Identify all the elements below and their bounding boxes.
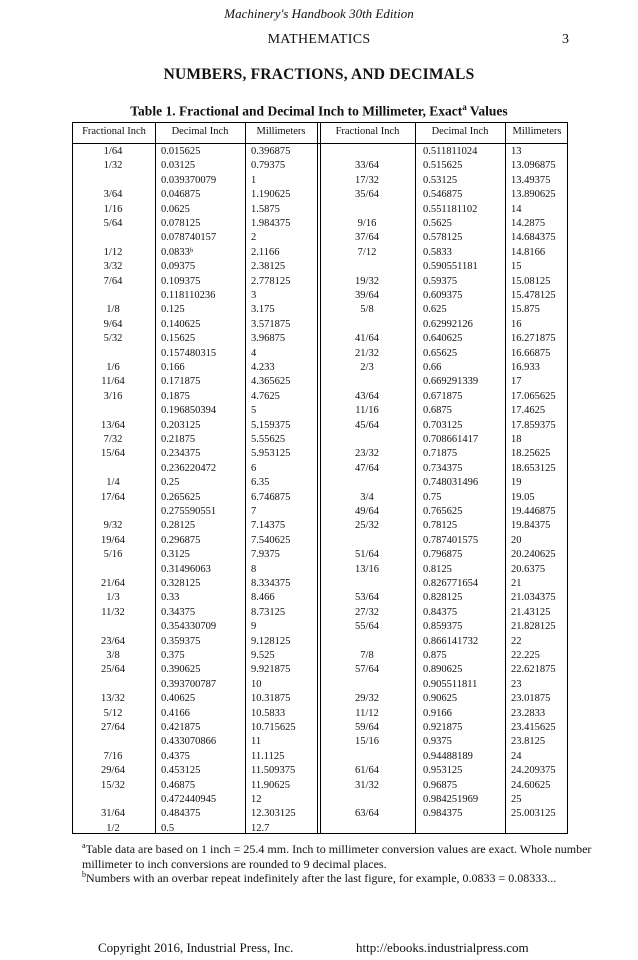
cell-fractional-inch: 17/64 (101, 491, 125, 503)
cell-millimeters: 11.1125 (251, 750, 285, 762)
cell-decimal-inch-2: 0.640625 (423, 333, 463, 345)
cell-millimeters-2: 24 (511, 750, 522, 762)
book-title: Machinery's Handbook 30th Edition (224, 6, 414, 21)
cell-fractional-inch: 23/64 (101, 635, 125, 647)
cell-fractional-inch-2: 43/64 (355, 390, 379, 402)
cell-millimeters: 12 (251, 794, 262, 805)
cell-fractional-inch: 13/64 (101, 419, 125, 431)
cell-fractional-inch-2: 27/32 (355, 606, 379, 618)
cell-decimal-inch: 0.390625 (161, 664, 201, 676)
cell-decimal-inch: 0.21875 (161, 434, 196, 445)
cell-millimeters-2: 23.01875 (511, 693, 551, 705)
cell-fractional-inch-2: 41/64 (355, 333, 379, 345)
cell-fractional-inch: 9/64 (103, 318, 123, 330)
cell-millimeters-2: 25.003125 (511, 808, 556, 820)
cell-fractional-inch-2: 49/64 (355, 506, 379, 517)
cell-decimal-inch-2: 0.84375 (423, 606, 458, 618)
cell-millimeters: 8.466 (251, 592, 275, 604)
cell-decimal-inch-2: 0.875 (423, 650, 447, 661)
cell-millimeters-2: 23.8125 (511, 736, 546, 748)
cell-fractional-inch-2: 33/64 (355, 160, 379, 172)
cell-millimeters: 12.7 (251, 822, 270, 834)
cell-millimeters-2: 22.621875 (511, 664, 556, 676)
cell-millimeters-2: 21.034375 (511, 592, 556, 604)
cell-fractional-inch-2: 39/64 (355, 290, 379, 301)
cell-decimal-inch: 0.0625 (161, 203, 190, 215)
cell-millimeters-2: 20.240625 (511, 549, 556, 561)
cell-millimeters: 4 (251, 347, 257, 359)
cell-millimeters-2: 17.4625 (511, 405, 546, 417)
cell-decimal-inch: 0.33 (161, 592, 180, 604)
cell-decimal-inch-2: 0.921875 (423, 722, 463, 733)
cell-decimal-inch: 0.25 (161, 477, 180, 489)
cell-millimeters: 0.396875 (251, 146, 291, 157)
cell-millimeters: 4.365625 (251, 376, 291, 388)
cell-millimeters-2: 13 (511, 146, 522, 157)
cell-decimal-inch-2: 0.953125 (423, 765, 463, 777)
cell-millimeters-2: 18 (511, 434, 522, 445)
cell-millimeters: 8 (251, 563, 257, 575)
cell-fractional-inch-2: 2/3 (360, 362, 374, 373)
footnote-b-text: Numbers with an overbar repeat indefinitely after the last figure, for example, 0.0833 = 0.08333... (86, 871, 557, 885)
cell-decimal-inch: 0.4375 (161, 750, 190, 762)
cell-millimeters: 7 (251, 506, 257, 517)
cell-decimal-inch: 0.359375 (161, 635, 201, 647)
header-fractional-inch-2: Fractional Inch (335, 126, 400, 137)
cell-fractional-inch: 5/12 (103, 707, 123, 719)
cell-fractional-inch-2: 7/12 (357, 246, 377, 258)
cell-decimal-inch-2: 0.765625 (423, 506, 463, 517)
cell-fractional-inch: 7/32 (103, 434, 123, 445)
footnote-a-mark: a (82, 841, 86, 850)
cell-decimal-inch-2: 0.787401575 (423, 534, 479, 546)
cell-decimal-inch: 0.40625 (161, 693, 196, 705)
cell-decimal-inch-2: 0.90625 (423, 693, 458, 705)
table-caption-text: Table 1. Fractional and Decimal Inch to Millimeter, Exact (130, 103, 463, 119)
cell-millimeters: 3.175 (251, 304, 275, 316)
cell-fractional-inch-2: 5/8 (360, 304, 374, 316)
cell-millimeters: 3.96875 (251, 333, 286, 345)
cell-decimal-inch-2: 0.5833 (423, 246, 452, 258)
cell-decimal-inch-2: 0.62992126 (423, 318, 473, 330)
cell-decimal-inch: 0.1875 (161, 390, 190, 402)
cell-decimal-inch-2: 0.71875 (423, 448, 458, 460)
cell-fractional-inch-2: 11/16 (355, 405, 379, 417)
cell-decimal-inch-2: 0.96875 (423, 779, 458, 791)
cell-millimeters: 1 (251, 174, 257, 186)
cell-decimal-inch: 0.34375 (161, 606, 196, 618)
cell-fractional-inch: 7/16 (103, 750, 123, 762)
cell-millimeters-2: 16 (511, 318, 522, 330)
cell-decimal-inch: 0.203125 (161, 419, 201, 431)
cell-fractional-inch: 1/4 (106, 477, 120, 489)
cell-decimal-inch: 0.3125 (161, 549, 190, 561)
cell-fractional-inch: 1/12 (103, 246, 123, 258)
cell-fractional-inch: 1/8 (106, 304, 120, 316)
cell-millimeters: 7.14375 (251, 520, 286, 532)
cell-fractional-inch: 15/64 (101, 448, 125, 460)
cell-decimal-inch: 0.157480315 (161, 347, 217, 359)
table-caption-end: Values (466, 103, 508, 119)
header-millimeters: Millimeters (256, 126, 306, 137)
cell-decimal-inch-2: 0.546875 (423, 189, 463, 201)
cell-decimal-inch: 0.421875 (161, 722, 201, 733)
cell-millimeters-2: 19.05 (511, 491, 535, 503)
cell-millimeters-2: 17.065625 (511, 390, 556, 402)
cell-fractional-inch-2: 57/64 (355, 664, 379, 676)
cell-millimeters-2: 16.933 (511, 362, 540, 373)
cell-millimeters: 2 (251, 232, 257, 244)
cell-millimeters-2: 24.60625 (511, 779, 551, 791)
cell-fractional-inch-2: 37/64 (355, 232, 379, 244)
cell-decimal-inch-2: 0.984251969 (423, 794, 479, 805)
cell-millimeters-2: 21 (511, 578, 522, 589)
cell-decimal-inch: 0.125 (161, 304, 185, 316)
cell-millimeters-2: 23.2833 (511, 707, 546, 719)
cell-fractional-inch: 11/32 (101, 606, 125, 618)
cell-fractional-inch-2: 55/64 (355, 621, 379, 633)
cell-millimeters: 12.303125 (251, 808, 296, 820)
cell-millimeters: 9.128125 (251, 635, 291, 647)
cell-decimal-inch-2: 0.65625 (423, 347, 458, 359)
cell-fractional-inch-2: 17/32 (355, 174, 379, 186)
cell-fractional-inch-2: 21/32 (355, 347, 379, 359)
cell-decimal-inch: 0.03125 (161, 160, 196, 172)
cell-decimal-inch: 0.0833ᵇ (161, 246, 194, 258)
cell-decimal-inch: 0.28125 (161, 520, 196, 532)
cell-fractional-inch-2: 19/32 (355, 275, 379, 287)
cell-millimeters: 4.7625 (251, 390, 280, 402)
header-decimal-inch: Decimal Inch (171, 126, 229, 137)
cell-decimal-inch: 0.375 (161, 650, 185, 661)
cell-decimal-inch: 0.328125 (161, 578, 201, 589)
cell-decimal-inch-2: 0.59375 (423, 275, 458, 287)
cell-fractional-inch: 1/3 (106, 592, 120, 604)
cell-millimeters-2: 21.43125 (511, 606, 551, 618)
cell-millimeters: 3.571875 (251, 318, 291, 330)
chapter-title: NUMBERS, FRACTIONS, AND DECIMALS (163, 66, 475, 83)
cell-fractional-inch-2: 9/16 (357, 218, 377, 229)
cell-fractional-inch: 1/16 (103, 203, 123, 215)
cell-fractional-inch-2: 3/4 (360, 491, 374, 503)
cell-fractional-inch-2: 61/64 (355, 765, 379, 777)
cell-millimeters-2: 23 (511, 678, 522, 690)
cell-decimal-inch-2: 0.905511811 (423, 678, 478, 690)
cell-decimal-inch-2: 0.984375 (423, 808, 463, 820)
cell-decimal-inch-2: 0.66 (423, 362, 442, 373)
cell-decimal-inch-2: 0.590551181 (423, 261, 478, 273)
table-row (73, 821, 567, 837)
cell-millimeters: 5.55625 (251, 434, 286, 445)
cell-millimeters-2: 13.890625 (511, 189, 556, 201)
cell-fractional-inch: 31/64 (101, 808, 125, 820)
header-fractional-inch: Fractional Inch (82, 126, 146, 137)
cell-fractional-inch: 3/64 (103, 189, 123, 201)
cell-millimeters: 6 (251, 462, 257, 474)
cell-decimal-inch-2: 0.8125 (423, 563, 452, 575)
cell-fractional-inch: 21/64 (101, 578, 125, 589)
cell-fractional-inch: 9/32 (103, 520, 123, 532)
cell-decimal-inch-2: 0.551181102 (423, 203, 478, 215)
cell-millimeters: 1.984375 (251, 218, 291, 229)
cell-millimeters-2: 24.209375 (511, 765, 556, 777)
cell-fractional-inch-2: 63/64 (355, 808, 379, 820)
cell-fractional-inch: 27/64 (101, 722, 125, 733)
cell-fractional-inch-2: 45/64 (355, 419, 379, 431)
cell-decimal-inch-2: 0.703125 (423, 419, 463, 431)
cell-fractional-inch-2: 25/32 (355, 520, 379, 532)
cell-fractional-inch: 29/64 (101, 765, 125, 777)
cell-fractional-inch: 7/64 (103, 275, 123, 287)
cell-millimeters: 6.35 (251, 477, 270, 489)
cell-decimal-inch-2: 0.828125 (423, 592, 463, 604)
cell-decimal-inch: 0.354330709 (161, 621, 217, 633)
cell-millimeters: 2.1166 (251, 246, 280, 258)
footnote-a-text: Table data are based on 1 inch = 25.4 mm. Inch to millimeter conversion values are exact. Whole number millimeter to inch conversions are rounded to 9 decimal places. (82, 842, 592, 871)
cell-decimal-inch: 0.484375 (161, 808, 201, 820)
cell-decimal-inch: 0.09375 (161, 261, 196, 273)
cell-decimal-inch: 0.46875 (161, 779, 196, 791)
cell-millimeters-2: 17 (511, 376, 522, 388)
cell-fractional-inch-2: 31/32 (355, 779, 379, 791)
cell-fractional-inch: 13/32 (101, 693, 125, 705)
cell-fractional-inch: 1/64 (103, 146, 123, 157)
cell-decimal-inch-2: 0.669291339 (423, 376, 479, 388)
cell-millimeters-2: 19.84375 (511, 520, 551, 532)
cell-millimeters: 9 (251, 621, 257, 633)
cell-decimal-inch: 0.31496063 (161, 563, 211, 575)
cell-fractional-inch-2: 51/64 (355, 549, 379, 561)
cell-millimeters-2: 25 (511, 794, 522, 805)
cell-millimeters-2: 18.653125 (511, 462, 556, 474)
cell-millimeters: 9.921875 (251, 664, 291, 676)
cell-millimeters-2: 15.875 (511, 304, 540, 316)
cell-millimeters-2: 16.271875 (511, 333, 556, 345)
cell-fractional-inch-2: 13/16 (355, 563, 379, 575)
cell-fractional-inch: 5/16 (103, 549, 123, 561)
cell-millimeters: 6.746875 (251, 491, 291, 503)
cell-decimal-inch-2: 0.578125 (423, 232, 463, 244)
cell-decimal-inch: 0.171875 (161, 376, 201, 388)
cell-millimeters-2: 20.6375 (511, 563, 546, 575)
cell-millimeters: 11.90625 (251, 779, 290, 791)
cell-decimal-inch-2: 0.53125 (423, 174, 458, 186)
cell-millimeters: 2.38125 (251, 261, 286, 273)
cell-millimeters-2: 15 (511, 261, 522, 273)
cell-decimal-inch-2: 0.796875 (423, 549, 463, 561)
cell-millimeters-2: 14.2875 (511, 218, 546, 229)
footnote-b-mark: b (82, 870, 86, 879)
cell-fractional-inch-2: 59/64 (355, 722, 379, 733)
cell-decimal-inch: 0.236220472 (161, 462, 217, 474)
cell-millimeters: 11 (251, 736, 262, 748)
cell-decimal-inch: 0.046875 (161, 189, 201, 201)
cell-millimeters: 1.190625 (251, 189, 291, 201)
cell-fractional-inch-2: 15/16 (355, 736, 379, 748)
cell-millimeters: 8.73125 (251, 606, 286, 618)
cell-decimal-inch: 0.118110236 (161, 290, 216, 301)
cell-millimeters: 10.5833 (251, 707, 286, 719)
cell-fractional-inch: 1/32 (103, 160, 123, 172)
cell-decimal-inch-2: 0.511811024 (423, 146, 478, 157)
cell-decimal-inch: 0.196850394 (161, 405, 217, 417)
footnote-b (82, 867, 602, 886)
cell-millimeters-2: 14.684375 (511, 232, 556, 244)
cell-fractional-inch: 1/6 (106, 362, 120, 373)
cell-millimeters: 11.509375 (251, 765, 296, 777)
cell-millimeters-2: 14 (511, 203, 522, 215)
header-decimal-inch-2: Decimal Inch (431, 126, 489, 137)
header-millimeters-2: Millimeters (512, 126, 562, 137)
cell-fractional-inch: 11/64 (101, 376, 125, 388)
cell-decimal-inch-2: 0.9166 (423, 707, 452, 719)
cell-decimal-inch: 0.039370079 (161, 174, 217, 186)
table-caption-footnote-mark: a (462, 102, 467, 112)
cell-fractional-inch: 19/64 (101, 534, 125, 546)
cell-decimal-inch: 0.275590551 (161, 506, 217, 517)
cell-millimeters: 3 (251, 290, 257, 301)
cell-millimeters-2: 22.225 (511, 650, 540, 661)
cell-millimeters: 1.5875 (251, 203, 280, 215)
cell-decimal-inch-2: 0.94488189 (423, 750, 473, 762)
cell-millimeters: 10.31875 (251, 693, 291, 705)
cell-decimal-inch: 0.15625 (161, 333, 196, 345)
table-caption (0, 102, 638, 120)
cell-decimal-inch: 0.453125 (161, 765, 201, 777)
cell-decimal-inch: 0.296875 (161, 534, 201, 546)
cell-fractional-inch: 5/64 (103, 218, 123, 229)
cell-decimal-inch: 0.166 (161, 362, 185, 373)
cell-fractional-inch: 5/32 (103, 333, 123, 345)
cell-fractional-inch: 3/16 (103, 390, 123, 402)
cell-fractional-inch-2: 23/32 (355, 448, 379, 460)
cell-fractional-inch-2: 29/32 (355, 693, 379, 705)
cell-decimal-inch: 0.140625 (161, 318, 201, 330)
cell-decimal-inch-2: 0.6875 (423, 405, 452, 417)
cell-fractional-inch-2: 7/8 (360, 650, 374, 661)
cell-millimeters-2: 19.446875 (511, 506, 556, 517)
cell-decimal-inch-2: 0.748031496 (423, 477, 479, 489)
cell-decimal-inch: 0.109375 (161, 275, 201, 287)
cell-millimeters: 0.79375 (251, 160, 286, 172)
cell-decimal-inch: 0.078740157 (161, 232, 217, 244)
section-title: MATHEMATICS (267, 32, 371, 47)
cell-millimeters: 7.540625 (251, 534, 291, 546)
page-number: 3 (562, 32, 569, 47)
cell-decimal-inch-2: 0.890625 (423, 664, 463, 676)
cell-decimal-inch: 0.015625 (161, 146, 201, 157)
cell-decimal-inch: 0.5 (161, 822, 175, 834)
cell-decimal-inch-2: 0.866141732 (423, 635, 479, 647)
cell-decimal-inch-2: 0.859375 (423, 621, 463, 633)
cell-millimeters: 9.525 (251, 650, 275, 661)
table-header-row (73, 123, 567, 144)
cell-decimal-inch: 0.472440945 (161, 794, 217, 805)
cell-decimal-inch-2: 0.708661417 (423, 434, 479, 445)
cell-fractional-inch: 15/32 (101, 779, 125, 791)
cell-decimal-inch-2: 0.78125 (423, 520, 458, 532)
cell-decimal-inch: 0.433070866 (161, 736, 217, 748)
copyright: Copyright 2016, Industrial Press, Inc. (98, 940, 294, 955)
cell-decimal-inch: 0.393700787 (161, 678, 217, 690)
cell-millimeters-2: 13.096875 (511, 160, 556, 172)
cell-millimeters-2: 22 (511, 635, 522, 647)
cell-decimal-inch-2: 0.9375 (423, 736, 452, 748)
cell-millimeters-2: 15.478125 (511, 290, 556, 301)
cell-decimal-inch-2: 0.671875 (423, 390, 463, 402)
cell-fractional-inch: 1/2 (106, 822, 120, 834)
cell-millimeters-2: 18.25625 (511, 448, 551, 460)
cell-fractional-inch-2: 35/64 (355, 189, 379, 201)
cell-millimeters-2: 17.859375 (511, 419, 556, 431)
cell-fractional-inch: 3/32 (103, 261, 123, 273)
cell-decimal-inch: 0.234375 (161, 448, 201, 460)
cell-decimal-inch-2: 0.625 (423, 304, 447, 316)
cell-decimal-inch-2: 0.515625 (423, 160, 463, 172)
cell-millimeters-2: 15.08125 (511, 275, 551, 287)
cell-millimeters: 5 (251, 405, 257, 417)
cell-fractional-inch: 3/8 (106, 650, 120, 661)
cell-millimeters-2: 14.8166 (511, 246, 546, 258)
cell-millimeters-2: 19 (511, 477, 522, 489)
cell-decimal-inch-2: 0.826771654 (423, 578, 479, 589)
cell-millimeters: 4.233 (251, 362, 275, 373)
cell-millimeters: 5.953125 (251, 448, 291, 460)
cell-decimal-inch-2: 0.75 (423, 491, 442, 503)
cell-millimeters: 10 (251, 678, 262, 690)
cell-millimeters: 5.159375 (251, 419, 291, 431)
cell-fractional-inch-2: 47/64 (355, 462, 379, 474)
cell-fractional-inch-2: 11/12 (355, 707, 379, 719)
cell-millimeters-2: 13.49375 (511, 174, 551, 186)
cell-millimeters-2: 21.828125 (511, 621, 556, 633)
cell-millimeters: 2.778125 (251, 275, 291, 287)
cell-millimeters-2: 16.66875 (511, 347, 551, 359)
cell-decimal-inch: 0.4166 (161, 707, 190, 719)
cell-fractional-inch-2: 53/64 (355, 592, 379, 604)
cell-millimeters: 10.715625 (251, 722, 296, 733)
cell-millimeters: 8.334375 (251, 578, 291, 589)
cell-millimeters-2: 20 (511, 534, 522, 546)
cell-decimal-inch: 0.078125 (161, 218, 201, 229)
cell-decimal-inch-2: 0.609375 (423, 290, 463, 301)
cell-millimeters-2: 23.415625 (511, 722, 556, 733)
cell-decimal-inch: 0.265625 (161, 491, 201, 503)
cell-fractional-inch: 25/64 (101, 664, 125, 676)
cell-decimal-inch-2: 0.734375 (423, 462, 463, 474)
cell-millimeters: 7.9375 (251, 549, 280, 561)
footer-url: http://ebooks.industrialpress.com (356, 940, 529, 955)
cell-decimal-inch-2: 0.5625 (423, 218, 452, 229)
conversion-table (72, 122, 568, 834)
